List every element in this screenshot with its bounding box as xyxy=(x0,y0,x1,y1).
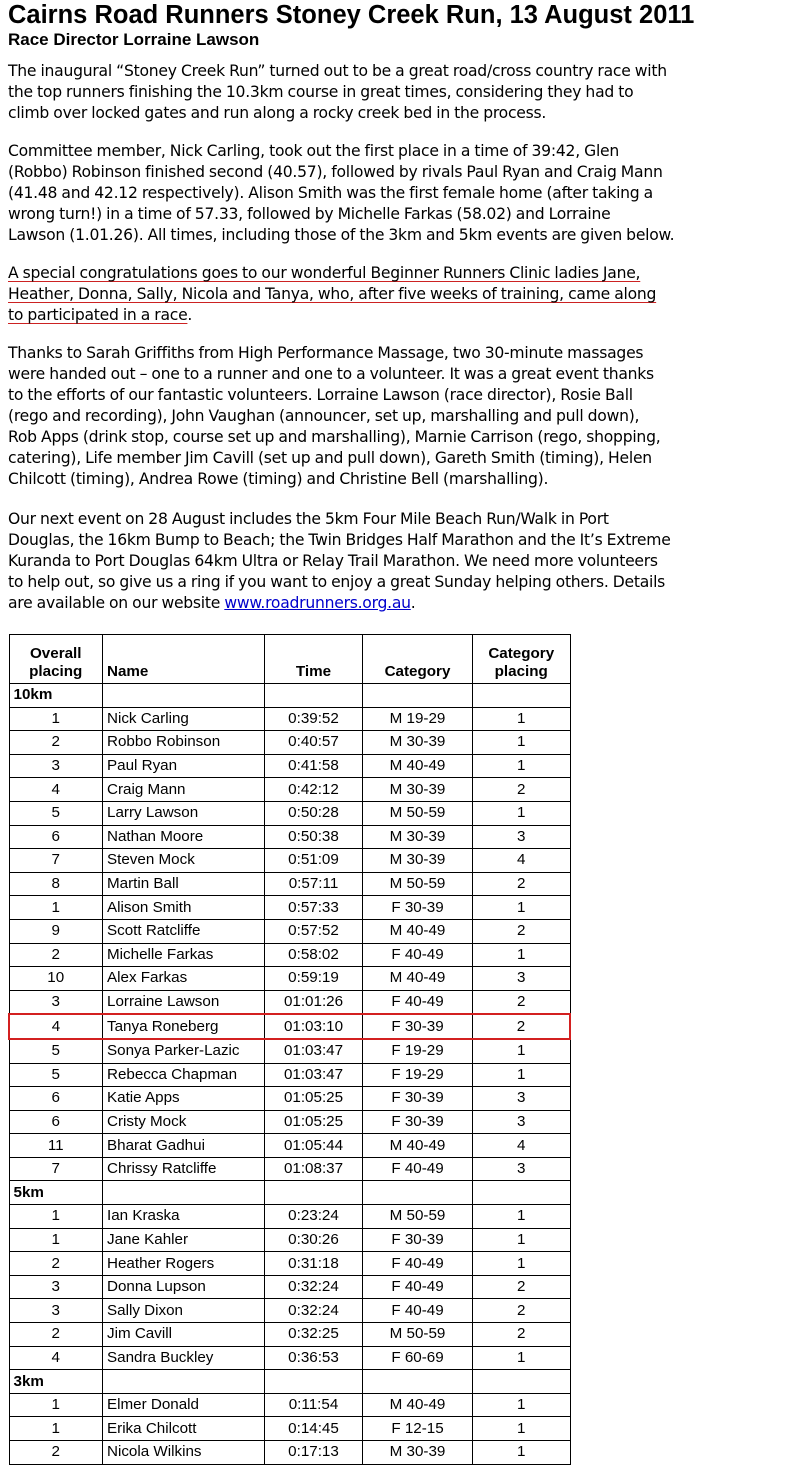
text-line: Kuranda to Port Douglas 64km Ultra or Relay Trail Marathon. We need more volunteers xyxy=(8,552,658,570)
empty-cell xyxy=(265,684,363,708)
empty-cell xyxy=(265,1370,363,1394)
category-cell: F 40-49 xyxy=(363,1157,473,1181)
name-cell: Jim Cavill xyxy=(103,1323,265,1347)
category-cell: M 30-39 xyxy=(363,778,473,802)
overall-placing-cell: 1 xyxy=(9,707,103,731)
volunteers-paragraph xyxy=(8,343,787,490)
overall-placing-cell: 3 xyxy=(9,754,103,778)
section-label: 3km xyxy=(9,1370,103,1394)
table-row xyxy=(9,896,570,920)
empty-cell xyxy=(473,1181,571,1205)
category-placing-cell: 1 xyxy=(473,707,571,731)
text-line: climb over locked gates and run along a rocky creek bed in the process. xyxy=(8,104,547,122)
header-category-placing xyxy=(473,635,571,684)
time-cell: 0:30:26 xyxy=(265,1228,363,1252)
results-summary-paragraph xyxy=(8,141,787,246)
category-placing-cell: 3 xyxy=(473,1110,571,1134)
name-cell: Tanya Roneberg xyxy=(103,1014,265,1039)
time-cell: 0:42:12 xyxy=(265,778,363,802)
empty-cell xyxy=(473,684,571,708)
time-cell: 01:03:47 xyxy=(265,1039,363,1063)
section-label: 5km xyxy=(9,1181,103,1205)
empty-cell xyxy=(103,1370,265,1394)
category-cell: M 30-39 xyxy=(363,825,473,849)
time-cell: 0:50:38 xyxy=(265,825,363,849)
text-line: Thanks to Sarah Griffiths from High Performance Massage, two 30-minute massages xyxy=(8,344,644,362)
overall-placing-cell: 3 xyxy=(9,1299,103,1323)
overall-placing-cell: 6 xyxy=(9,1110,103,1134)
overall-placing-cell: 2 xyxy=(9,731,103,755)
name-cell: Jane Kahler xyxy=(103,1228,265,1252)
text-line: to help out, so give us a ring if you want to enjoy a great Sunday helping others. Details xyxy=(8,573,666,591)
table-row xyxy=(9,1299,570,1323)
header-name: Name xyxy=(103,635,265,684)
table-row xyxy=(9,1110,570,1134)
table-header-row xyxy=(9,635,570,684)
overall-placing-cell: 2 xyxy=(9,1323,103,1347)
header-text: placing xyxy=(29,663,83,680)
category-placing-cell: 1 xyxy=(473,1252,571,1276)
category-cell: M 30-39 xyxy=(363,849,473,873)
table-row xyxy=(9,1087,570,1111)
overall-placing-cell: 10 xyxy=(9,967,103,991)
page-title: Cairns Road Runners Stoney Creek Run, 13 August 2011 xyxy=(8,1,695,29)
category-cell: F 30-39 xyxy=(363,1014,473,1039)
name-cell: Erika Chilcott xyxy=(103,1417,265,1441)
name-cell: Paul Ryan xyxy=(103,754,265,778)
overall-placing-cell: 7 xyxy=(9,849,103,873)
name-cell: Heather Rogers xyxy=(103,1252,265,1276)
time-cell: 0:14:45 xyxy=(265,1417,363,1441)
table-row xyxy=(9,872,570,896)
name-cell: Scott Ratcliffe xyxy=(103,919,265,943)
category-cell: M 40-49 xyxy=(363,1134,473,1158)
overall-placing-cell: 1 xyxy=(9,1228,103,1252)
time-cell: 0:11:54 xyxy=(265,1393,363,1417)
time-cell: 0:57:11 xyxy=(265,872,363,896)
category-placing-cell: 3 xyxy=(473,967,571,991)
time-cell: 01:03:10 xyxy=(265,1014,363,1039)
time-cell: 0:39:52 xyxy=(265,707,363,731)
category-placing-cell: 4 xyxy=(473,849,571,873)
text-line: Douglas, the 16km Bump to Beach; the Twin Bridges Half Marathon and the It’s Extreme xyxy=(8,531,671,549)
text-line: Our next event on 28 August includes the 5km Four Mile Beach Run/Walk in Port xyxy=(8,510,609,528)
category-placing-cell: 1 xyxy=(473,943,571,967)
category-cell: F 30-39 xyxy=(363,1110,473,1134)
table-row xyxy=(9,1252,570,1276)
congratulations-paragraph xyxy=(8,263,787,326)
category-placing-cell: 2 xyxy=(473,1299,571,1323)
next-event-paragraph xyxy=(8,509,787,614)
category-cell: F 19-29 xyxy=(363,1063,473,1087)
name-cell: Ian Kraska xyxy=(103,1205,265,1229)
empty-cell xyxy=(363,1181,473,1205)
category-placing-cell: 1 xyxy=(473,1441,571,1465)
name-cell: Steven Mock xyxy=(103,849,265,873)
table-row xyxy=(9,778,570,802)
header-category: Category xyxy=(363,635,473,684)
header-text: placing xyxy=(494,663,548,680)
category-cell: F 30-39 xyxy=(363,1087,473,1111)
category-placing-cell: 2 xyxy=(473,990,571,1014)
text-line: catering), Life member Jim Cavill (set up and pull down), Gareth Smith (timing), Helen xyxy=(8,449,652,467)
name-cell: Larry Lawson xyxy=(103,801,265,825)
category-placing-cell: 1 xyxy=(473,1228,571,1252)
text-line: wrong turn!) in a time of 57.33, followed by Michelle Farkas (58.02) and Lorraine xyxy=(8,205,611,223)
category-cell: M 19-29 xyxy=(363,707,473,731)
empty-cell xyxy=(363,684,473,708)
name-cell: Katie Apps xyxy=(103,1087,265,1111)
overall-placing-cell: 2 xyxy=(9,1252,103,1276)
time-cell: 01:05:25 xyxy=(265,1087,363,1111)
table-row xyxy=(9,1063,570,1087)
website-link[interactable]: www.roadrunners.org.au xyxy=(224,594,411,612)
time-cell: 0:58:02 xyxy=(265,943,363,967)
table-row xyxy=(9,731,570,755)
overall-placing-cell: 2 xyxy=(9,943,103,967)
text-line: (Robbo) Robinson finished second (40.57), followed by rivals Paul Ryan and Craig Mann xyxy=(8,163,663,181)
table-row xyxy=(9,1417,570,1441)
text-line: Rob Apps (drink stop, course set up and marshalling), Marnie Carrison (rego, shopping, xyxy=(8,428,661,446)
overall-placing-cell: 4 xyxy=(9,1014,103,1039)
table-row xyxy=(9,707,570,731)
category-placing-cell: 1 xyxy=(473,1393,571,1417)
time-cell: 0:57:52 xyxy=(265,919,363,943)
table-row xyxy=(9,1157,570,1181)
time-cell: 0:31:18 xyxy=(265,1252,363,1276)
name-cell: Rebecca Chapman xyxy=(103,1063,265,1087)
category-cell: F 30-39 xyxy=(363,1228,473,1252)
overall-placing-cell: 5 xyxy=(9,1063,103,1087)
header-overall-placing xyxy=(9,635,103,684)
time-cell: 0:32:24 xyxy=(265,1299,363,1323)
category-cell: M 40-49 xyxy=(363,754,473,778)
time-cell: 01:05:25 xyxy=(265,1110,363,1134)
name-cell: Lorraine Lawson xyxy=(103,990,265,1014)
text-line: are available on our website xyxy=(8,594,225,612)
category-cell: M 30-39 xyxy=(363,731,473,755)
overall-placing-cell: 3 xyxy=(9,990,103,1014)
intro-paragraph xyxy=(8,61,787,124)
overall-placing-cell: 6 xyxy=(9,825,103,849)
empty-cell xyxy=(103,684,265,708)
text-line-end: . xyxy=(410,594,416,612)
header-time: Time xyxy=(265,635,363,684)
name-cell: Nick Carling xyxy=(103,707,265,731)
name-cell: Nathan Moore xyxy=(103,825,265,849)
table-row xyxy=(9,943,570,967)
category-placing-cell: 1 xyxy=(473,896,571,920)
category-cell: M 40-49 xyxy=(363,919,473,943)
text-line: Lawson (1.01.26). All times, including those of the 3km and 5km events are given below. xyxy=(8,226,675,244)
category-placing-cell: 1 xyxy=(473,1063,571,1087)
name-cell: Sonya Parker-Lazic xyxy=(103,1039,265,1063)
category-cell: M 50-59 xyxy=(363,1205,473,1229)
text-line: the top runners finishing the 10.3km course in great times, considering they had to xyxy=(8,83,634,101)
category-cell: F 12-15 xyxy=(363,1417,473,1441)
name-cell: Chrissy Ratcliffe xyxy=(103,1157,265,1181)
time-cell: 0:50:28 xyxy=(265,801,363,825)
category-placing-cell: 1 xyxy=(473,731,571,755)
text-line: to the efforts of our fantastic volunteers. Lorraine Lawson (race director), Rosie Ball xyxy=(8,386,633,404)
category-placing-cell: 2 xyxy=(473,872,571,896)
category-placing-cell: 1 xyxy=(473,801,571,825)
text-line: The inaugural “Stoney Creek Run” turned out to be a great road/cross country race with xyxy=(8,62,667,80)
overall-placing-cell: 1 xyxy=(9,1205,103,1229)
overall-placing-cell: 1 xyxy=(9,1393,103,1417)
category-placing-cell: 2 xyxy=(473,778,571,802)
category-cell: F 30-39 xyxy=(363,896,473,920)
category-placing-cell: 2 xyxy=(473,1323,571,1347)
text-line: Chilcott (timing), Andrea Rowe (timing) and Christine Bell (marshalling). xyxy=(8,470,549,488)
table-row xyxy=(9,801,570,825)
table-row xyxy=(9,919,570,943)
overall-placing-cell: 1 xyxy=(9,896,103,920)
race-director-subtitle: Race Director Lorraine Lawson xyxy=(8,30,260,49)
overall-placing-cell: 4 xyxy=(9,778,103,802)
overall-placing-cell: 7 xyxy=(9,1157,103,1181)
name-cell: Robbo Robinson xyxy=(103,731,265,755)
table-row xyxy=(9,754,570,778)
time-cell: 0:23:24 xyxy=(265,1205,363,1229)
header-text: Overall xyxy=(29,645,82,662)
overall-placing-cell: 5 xyxy=(9,1039,103,1063)
table-row xyxy=(9,1228,570,1252)
name-cell: Sally Dixon xyxy=(103,1299,265,1323)
text-line: Heather, Donna, Sally, Nicola and Tanya, who, after five weeks of training, came along xyxy=(8,285,657,303)
table-row xyxy=(9,1039,570,1063)
results-table xyxy=(8,634,571,1465)
overall-placing-cell: 1 xyxy=(9,1417,103,1441)
time-cell: 0:59:19 xyxy=(265,967,363,991)
text-line: Committee member, Nick Carling, took out the first place in a time of 39:42, Glen xyxy=(8,142,619,160)
category-placing-cell: 4 xyxy=(473,1134,571,1158)
time-cell: 0:32:25 xyxy=(265,1323,363,1347)
category-placing-cell: 3 xyxy=(473,1157,571,1181)
overall-placing-cell: 6 xyxy=(9,1087,103,1111)
time-cell: 01:05:44 xyxy=(265,1134,363,1158)
section-row-5km xyxy=(9,1181,570,1205)
name-cell: Martin Ball xyxy=(103,872,265,896)
time-cell: 01:08:37 xyxy=(265,1157,363,1181)
section-row-10km xyxy=(9,684,570,708)
category-cell: M 30-39 xyxy=(363,1441,473,1465)
name-cell: Bharat Gadhui xyxy=(103,1134,265,1158)
time-cell: 01:03:47 xyxy=(265,1063,363,1087)
table-row xyxy=(9,1014,570,1039)
category-placing-cell: 1 xyxy=(473,1205,571,1229)
name-cell: Elmer Donald xyxy=(103,1393,265,1417)
category-placing-cell: 1 xyxy=(473,1346,571,1370)
table-row xyxy=(9,1393,570,1417)
name-cell: Donna Lupson xyxy=(103,1275,265,1299)
table-row xyxy=(9,849,570,873)
category-cell: M 50-59 xyxy=(363,872,473,896)
category-placing-cell: 3 xyxy=(473,1087,571,1111)
overall-placing-cell: 4 xyxy=(9,1346,103,1370)
category-cell: F 60-69 xyxy=(363,1346,473,1370)
text-line: (41.48 and 42.12 respectively). Alison Smith was the first female home (after taking a xyxy=(8,184,653,202)
empty-cell xyxy=(473,1370,571,1394)
time-cell: 0:57:33 xyxy=(265,896,363,920)
table-row xyxy=(9,1346,570,1370)
section-row-3km xyxy=(9,1370,570,1394)
overall-placing-cell: 2 xyxy=(9,1441,103,1465)
overall-placing-cell: 5 xyxy=(9,801,103,825)
time-cell: 0:17:13 xyxy=(265,1441,363,1465)
name-cell: Alex Farkas xyxy=(103,967,265,991)
text-line-end: . xyxy=(187,306,193,324)
overall-placing-cell: 3 xyxy=(9,1275,103,1299)
table-row xyxy=(9,1441,570,1465)
time-cell: 0:40:57 xyxy=(265,731,363,755)
table-row xyxy=(9,1275,570,1299)
name-cell: Alison Smith xyxy=(103,896,265,920)
name-cell: Michelle Farkas xyxy=(103,943,265,967)
category-placing-cell: 2 xyxy=(473,1275,571,1299)
table-row xyxy=(9,1205,570,1229)
text-line: A special congratulations goes to our wonderful Beginner Runners Clinic ladies Jane, xyxy=(8,264,641,282)
category-cell: F 40-49 xyxy=(363,990,473,1014)
name-cell: Sandra Buckley xyxy=(103,1346,265,1370)
table-row xyxy=(9,990,570,1014)
time-cell: 0:41:58 xyxy=(265,754,363,778)
time-cell: 01:01:26 xyxy=(265,990,363,1014)
category-cell: F 40-49 xyxy=(363,943,473,967)
text-line: (rego and recording), John Vaughan (announcer, set up, marshalling and pull down), xyxy=(8,407,640,425)
category-cell: M 40-49 xyxy=(363,1393,473,1417)
time-cell: 0:36:53 xyxy=(265,1346,363,1370)
header-text: Category xyxy=(488,645,555,662)
category-placing-cell: 2 xyxy=(473,1014,571,1039)
name-cell: Craig Mann xyxy=(103,778,265,802)
time-cell: 0:51:09 xyxy=(265,849,363,873)
category-placing-cell: 1 xyxy=(473,1039,571,1063)
name-cell: Nicola Wilkins xyxy=(103,1441,265,1465)
empty-cell xyxy=(103,1181,265,1205)
table-row xyxy=(9,1134,570,1158)
table-row xyxy=(9,1323,570,1347)
table-row xyxy=(9,967,570,991)
empty-cell xyxy=(363,1370,473,1394)
category-placing-cell: 2 xyxy=(473,919,571,943)
overall-placing-cell: 8 xyxy=(9,872,103,896)
empty-cell xyxy=(265,1181,363,1205)
category-cell: F 40-49 xyxy=(363,1275,473,1299)
category-placing-cell: 3 xyxy=(473,825,571,849)
category-placing-cell: 1 xyxy=(473,1417,571,1441)
table-row xyxy=(9,825,570,849)
category-cell: M 50-59 xyxy=(363,1323,473,1347)
results-body xyxy=(9,684,570,1465)
category-cell: F 19-29 xyxy=(363,1039,473,1063)
category-cell: M 40-49 xyxy=(363,967,473,991)
category-cell: F 40-49 xyxy=(363,1299,473,1323)
name-cell: Cristy Mock xyxy=(103,1110,265,1134)
section-label: 10km xyxy=(9,684,103,708)
overall-placing-cell: 9 xyxy=(9,919,103,943)
overall-placing-cell: 11 xyxy=(9,1134,103,1158)
time-cell: 0:32:24 xyxy=(265,1275,363,1299)
category-cell: M 50-59 xyxy=(363,801,473,825)
category-cell: F 40-49 xyxy=(363,1252,473,1276)
category-placing-cell: 1 xyxy=(473,754,571,778)
text-line: to participated in a race xyxy=(8,306,188,324)
text-line: were handed out – one to a runner and one to a volunteer. It was a great event thanks xyxy=(8,365,654,383)
